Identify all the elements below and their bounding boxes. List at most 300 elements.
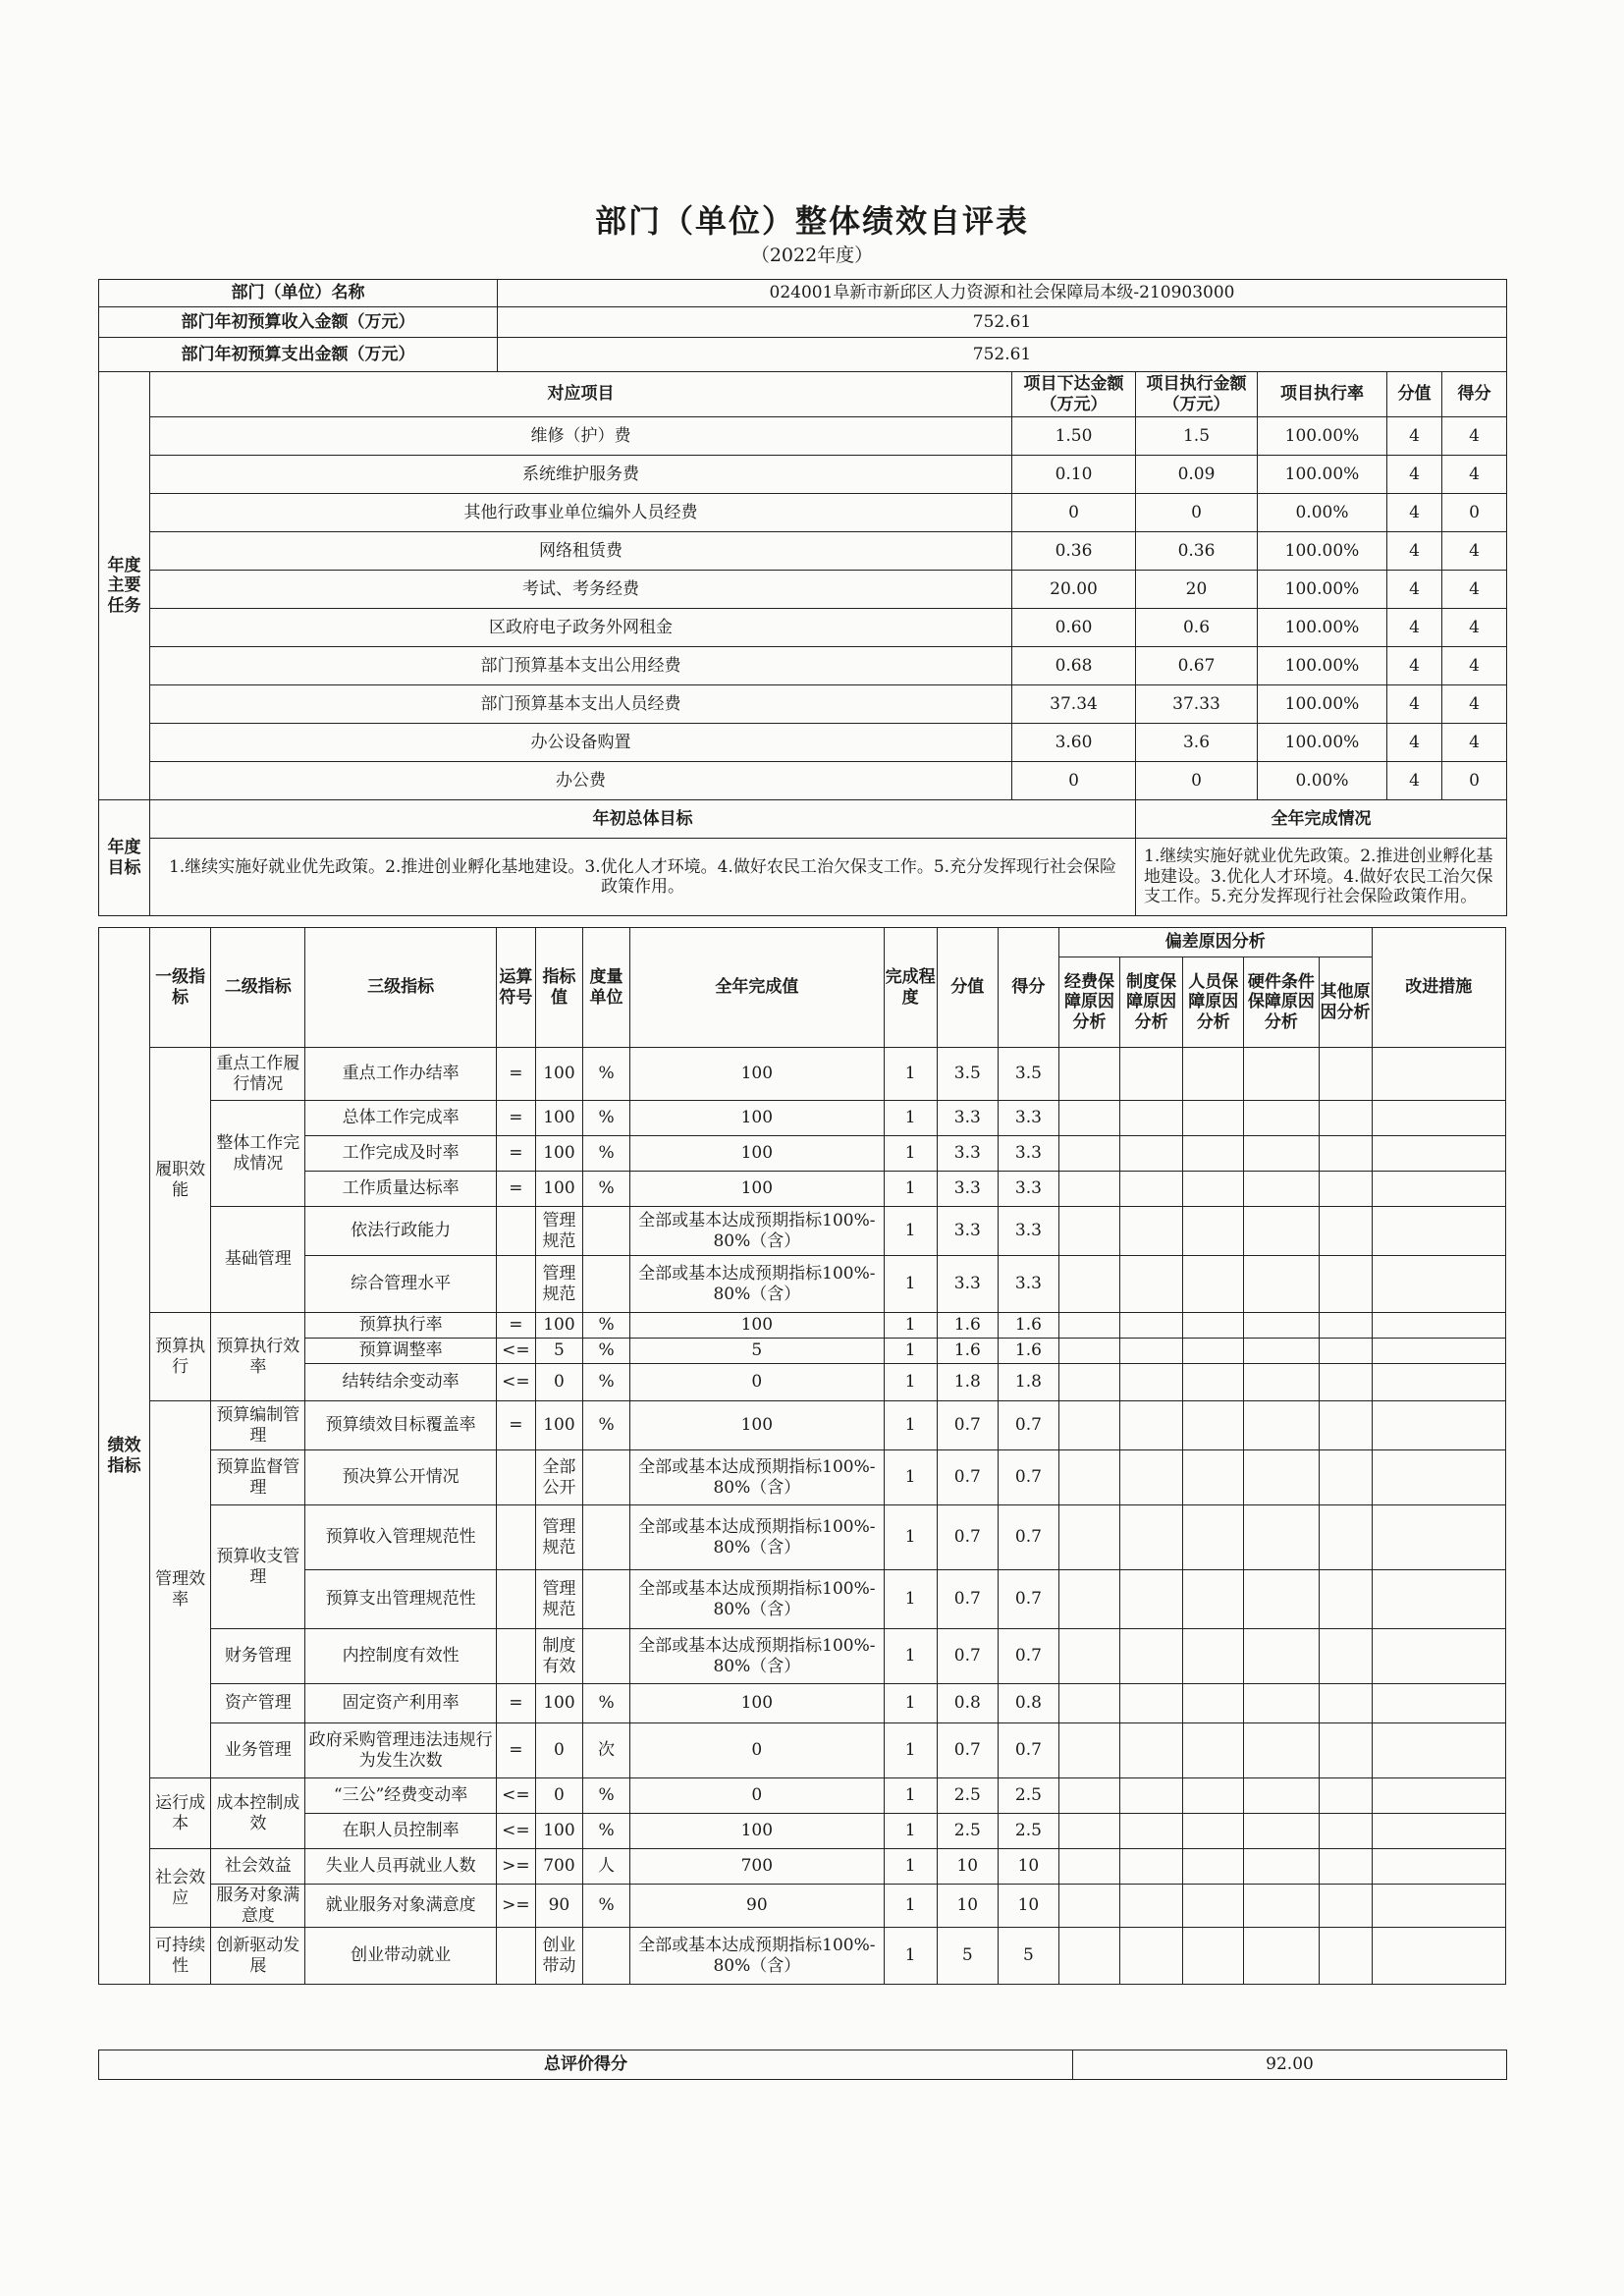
empty-analysis-cell <box>1319 1401 1372 1450</box>
empty-analysis-cell <box>1058 1450 1119 1505</box>
operator: = <box>496 1723 535 1778</box>
task-score: 4 <box>1387 494 1442 532</box>
col-budget-header: 项目下达金额（万元） <box>1012 372 1136 417</box>
task-got: 4 <box>1442 456 1507 494</box>
indicator-got: 3.3 <box>998 1101 1058 1136</box>
operator <box>496 1450 535 1505</box>
completion-degree: 1 <box>884 1684 937 1723</box>
empty-analysis-cell <box>1058 1364 1119 1401</box>
income-value: 752.61 <box>498 307 1507 338</box>
measure-unit: % <box>582 1401 629 1450</box>
task-exec: 0 <box>1136 762 1258 800</box>
level3-indicator: 内控制度有效性 <box>305 1629 496 1684</box>
indicator-got: 0.7 <box>998 1401 1058 1450</box>
empty-analysis-cell <box>1244 1207 1319 1256</box>
goals-header-row <box>99 800 1507 839</box>
level1-indicator: 管理效率 <box>150 1401 211 1778</box>
tasks-header-row <box>99 372 1507 417</box>
operator <box>496 1505 535 1570</box>
indicators-table <box>98 927 1506 1985</box>
empty-analysis-cell <box>1372 1101 1505 1136</box>
indicator-score: 2.5 <box>937 1814 998 1849</box>
empty-analysis-cell <box>1319 1629 1372 1684</box>
level1-indicator: 运行成本 <box>150 1778 211 1849</box>
empty-analysis-cell <box>1372 1339 1505 1364</box>
indicator-got: 3.3 <box>998 1172 1058 1207</box>
empty-analysis-cell <box>1183 1814 1244 1849</box>
operator <box>496 1570 535 1629</box>
level3-indicator: 在职人员控制率 <box>305 1814 496 1849</box>
level3-indicator: 总体工作完成率 <box>305 1101 496 1136</box>
indicator-row <box>99 1101 1506 1136</box>
empty-analysis-cell <box>1058 1048 1119 1101</box>
col-exec-header: 项目执行金额（万元） <box>1136 372 1258 417</box>
empty-analysis-cell <box>1183 1256 1244 1313</box>
empty-analysis-cell <box>1120 1256 1183 1313</box>
goals-section-label: 年度目标 <box>99 800 150 916</box>
level3-indicator: 重点工作办结率 <box>305 1048 496 1101</box>
empty-analysis-cell <box>1058 1136 1119 1172</box>
task-item: 考试、考务经费 <box>150 571 1012 609</box>
empty-analysis-cell <box>1120 1885 1183 1928</box>
empty-analysis-cell <box>1058 1570 1119 1629</box>
actual-value: 全部或基本达成预期指标100%-80%（含） <box>630 1450 885 1505</box>
actual-value: 全部或基本达成预期指标100%-80%（含） <box>630 1505 885 1570</box>
indicator-row <box>99 1505 1506 1570</box>
empty-analysis-cell <box>1244 1313 1319 1339</box>
empty-analysis-cell <box>1058 1885 1119 1928</box>
level2-indicator: 社会效益 <box>211 1849 305 1885</box>
measure-unit <box>582 1256 629 1313</box>
empty-analysis-cell <box>1120 1505 1183 1570</box>
empty-analysis-cell <box>1372 1885 1505 1928</box>
indicator-got: 1.8 <box>998 1364 1058 1401</box>
indicator-score: 2.5 <box>937 1778 998 1814</box>
completion-degree: 1 <box>884 1401 937 1450</box>
empty-analysis-cell <box>1183 1629 1244 1684</box>
empty-analysis-cell <box>1058 1172 1119 1207</box>
actual-value: 全部或基本达成预期指标100%-80%（含） <box>630 1570 885 1629</box>
operator: = <box>496 1313 535 1339</box>
empty-analysis-cell <box>1183 1048 1244 1101</box>
task-score: 4 <box>1387 762 1442 800</box>
actual-value: 5 <box>630 1339 885 1364</box>
task-budget: 0.68 <box>1012 647 1136 685</box>
measure-unit: % <box>582 1339 629 1364</box>
empty-analysis-cell <box>1120 1172 1183 1207</box>
indicator-row <box>99 1364 1506 1401</box>
completion-degree: 1 <box>884 1256 937 1313</box>
task-exec: 0.36 <box>1136 532 1258 571</box>
empty-analysis-cell <box>1120 1723 1183 1778</box>
indicator-row <box>99 1450 1506 1505</box>
empty-analysis-cell <box>1058 1505 1119 1570</box>
measure-unit: % <box>582 1684 629 1723</box>
empty-analysis-cell <box>1244 1401 1319 1450</box>
empty-analysis-cell <box>1244 1885 1319 1928</box>
indicator-row <box>99 1629 1506 1684</box>
empty-analysis-cell <box>1372 1778 1505 1814</box>
indicator-score: 10 <box>937 1849 998 1885</box>
level3-indicator: 创业带动就业 <box>305 1928 496 1985</box>
operator: = <box>496 1684 535 1723</box>
task-rate: 100.00% <box>1258 685 1387 724</box>
empty-analysis-cell <box>1244 1136 1319 1172</box>
header-dev4: 硬件条件保障原因分析 <box>1244 957 1319 1048</box>
level2-indicator: 成本控制成效 <box>211 1778 305 1849</box>
completion-degree: 1 <box>884 1723 937 1778</box>
empty-analysis-cell <box>1244 1723 1319 1778</box>
indicator-score: 0.7 <box>937 1505 998 1570</box>
target-value: 100 <box>535 1172 582 1207</box>
empty-analysis-cell <box>1319 1450 1372 1505</box>
completion-degree: 1 <box>884 1313 937 1339</box>
target-value: 管理规范 <box>535 1256 582 1313</box>
operator <box>496 1928 535 1985</box>
indicator-score: 0.7 <box>937 1570 998 1629</box>
empty-analysis-cell <box>1120 1048 1183 1101</box>
task-row <box>99 417 1507 456</box>
actual-value: 0 <box>630 1778 885 1814</box>
indicators-header-row <box>99 928 1506 957</box>
indicator-got: 3.5 <box>998 1048 1058 1101</box>
completion-degree: 1 <box>884 1928 937 1985</box>
actual-value: 100 <box>630 1684 885 1723</box>
target-value: 创业带动 <box>535 1928 582 1985</box>
empty-analysis-cell <box>1120 1684 1183 1723</box>
actual-value: 100 <box>630 1172 885 1207</box>
measure-unit: % <box>582 1101 629 1136</box>
target-value: 5 <box>535 1339 582 1364</box>
empty-analysis-cell <box>1319 1849 1372 1885</box>
expense-label: 部门年初预算支出金额（万元） <box>99 338 498 372</box>
target-value: 0 <box>535 1364 582 1401</box>
col-score-header: 分值 <box>1387 372 1442 417</box>
task-rate: 100.00% <box>1258 532 1387 571</box>
task-row <box>99 724 1507 762</box>
empty-analysis-cell <box>1058 1339 1119 1364</box>
empty-analysis-cell <box>1120 1814 1183 1849</box>
indicator-row <box>99 1814 1506 1849</box>
task-item: 办公设备购置 <box>150 724 1012 762</box>
level2-indicator: 预算收支管理 <box>211 1505 305 1629</box>
empty-analysis-cell <box>1319 1570 1372 1629</box>
measure-unit: % <box>582 1136 629 1172</box>
goals-complete-text: 1.继续实施好就业优先政策。2.推进创业孵化基地建设。3.优化人才环境。4.做好农民工治欠保支工作。5.充分发挥现行社会保险政策作用。 <box>1136 839 1507 916</box>
measure-unit: % <box>582 1313 629 1339</box>
task-rate: 0.00% <box>1258 494 1387 532</box>
empty-analysis-cell <box>1120 1401 1183 1450</box>
tasks-section-label: 年度主要任务 <box>99 372 150 800</box>
header-unit: 度量单位 <box>582 928 629 1048</box>
level3-indicator: “三公”经费变动率 <box>305 1778 496 1814</box>
completion-degree: 1 <box>884 1450 937 1505</box>
actual-value: 全部或基本达成预期指标100%-80%（含） <box>630 1629 885 1684</box>
empty-analysis-cell <box>1372 1313 1505 1339</box>
operator: = <box>496 1401 535 1450</box>
target-value: 100 <box>535 1313 582 1339</box>
level2-indicator: 重点工作履行情况 <box>211 1048 305 1101</box>
empty-analysis-cell <box>1183 1450 1244 1505</box>
indicator-score: 0.8 <box>937 1684 998 1723</box>
completion-degree: 1 <box>884 1505 937 1570</box>
task-row <box>99 685 1507 724</box>
indicator-score: 3.5 <box>937 1048 998 1101</box>
target-value: 制度有效 <box>535 1629 582 1684</box>
empty-analysis-cell <box>1183 1505 1244 1570</box>
level3-indicator: 政府采购管理违法违规行为发生次数 <box>305 1723 496 1778</box>
operator: >= <box>496 1849 535 1885</box>
level3-indicator: 依法行政能力 <box>305 1207 496 1256</box>
goals-initial-header: 年初总体目标 <box>150 800 1136 839</box>
measure-unit <box>582 1928 629 1985</box>
empty-analysis-cell <box>1183 1570 1244 1629</box>
empty-analysis-cell <box>1244 1684 1319 1723</box>
col-rate-header: 项目执行率 <box>1258 372 1387 417</box>
actual-value: 全部或基本达成预期指标100%-80%（含） <box>630 1207 885 1256</box>
measure-unit <box>582 1570 629 1629</box>
level2-indicator: 预算监督管理 <box>211 1450 305 1505</box>
actual-value: 0 <box>630 1364 885 1401</box>
indicator-got: 2.5 <box>998 1778 1058 1814</box>
indicator-row <box>99 1172 1506 1207</box>
completion-degree: 1 <box>884 1048 937 1101</box>
header-dev1: 经费保障原因分析 <box>1058 957 1119 1048</box>
completion-degree: 1 <box>884 1885 937 1928</box>
indicator-row <box>99 1313 1506 1339</box>
task-item: 系统维护服务费 <box>150 456 1012 494</box>
level1-indicator: 预算执行 <box>150 1313 211 1401</box>
target-value: 管理规范 <box>535 1570 582 1629</box>
task-row <box>99 456 1507 494</box>
empty-analysis-cell <box>1372 1048 1505 1101</box>
level3-indicator: 工作完成及时率 <box>305 1136 496 1172</box>
task-exec: 0.09 <box>1136 456 1258 494</box>
empty-analysis-cell <box>1120 1339 1183 1364</box>
empty-analysis-cell <box>1244 1256 1319 1313</box>
empty-analysis-cell <box>1183 1401 1244 1450</box>
indicator-score: 3.3 <box>937 1101 998 1136</box>
task-row <box>99 571 1507 609</box>
empty-analysis-cell <box>1319 1885 1372 1928</box>
col-item-header: 对应项目 <box>150 372 1012 417</box>
indicator-score: 1.6 <box>937 1313 998 1339</box>
completion-degree: 1 <box>884 1339 937 1364</box>
actual-value: 100 <box>630 1101 885 1136</box>
header-l3: 三级指标 <box>305 928 496 1048</box>
indicators-section-label: 绩效指标 <box>99 928 150 1985</box>
header-dev5: 其他原因分析 <box>1319 957 1372 1048</box>
task-got: 4 <box>1442 609 1507 647</box>
task-score: 4 <box>1387 685 1442 724</box>
operator: = <box>496 1172 535 1207</box>
task-score: 4 <box>1387 456 1442 494</box>
indicator-row <box>99 1136 1506 1172</box>
empty-analysis-cell <box>1372 1136 1505 1172</box>
indicator-score: 0.7 <box>937 1723 998 1778</box>
empty-analysis-cell <box>1244 1928 1319 1985</box>
level3-indicator: 工作质量达标率 <box>305 1172 496 1207</box>
task-rate: 0.00% <box>1258 762 1387 800</box>
empty-analysis-cell <box>1244 1339 1319 1364</box>
indicator-score: 0.7 <box>937 1401 998 1450</box>
completion-degree: 1 <box>884 1778 937 1814</box>
empty-analysis-cell <box>1372 1629 1505 1684</box>
empty-analysis-cell <box>1183 1849 1244 1885</box>
task-rate: 100.00% <box>1258 456 1387 494</box>
header-l1: 一级指标 <box>150 928 211 1048</box>
task-score: 4 <box>1387 417 1442 456</box>
income-label: 部门年初预算收入金额（万元） <box>99 307 498 338</box>
empty-analysis-cell <box>1183 1364 1244 1401</box>
header-got: 得分 <box>998 928 1058 1048</box>
task-item: 维修（护）费 <box>150 417 1012 456</box>
indicator-got: 5 <box>998 1928 1058 1985</box>
measure-unit: % <box>582 1778 629 1814</box>
operator: <= <box>496 1778 535 1814</box>
level3-indicator: 预算执行率 <box>305 1313 496 1339</box>
task-item: 部门预算基本支出人员经费 <box>150 685 1012 724</box>
measure-unit <box>582 1629 629 1684</box>
operator: = <box>496 1136 535 1172</box>
task-budget: 20.00 <box>1012 571 1136 609</box>
task-score: 4 <box>1387 571 1442 609</box>
empty-analysis-cell <box>1319 1778 1372 1814</box>
task-got: 4 <box>1442 685 1507 724</box>
indicator-row <box>99 1207 1506 1256</box>
completion-degree: 1 <box>884 1101 937 1136</box>
indicator-row <box>99 1849 1506 1885</box>
empty-analysis-cell <box>1244 1849 1319 1885</box>
completion-degree: 1 <box>884 1207 937 1256</box>
empty-analysis-cell <box>1372 1364 1505 1401</box>
task-got: 0 <box>1442 494 1507 532</box>
level3-indicator: 预算绩效目标覆盖率 <box>305 1401 496 1450</box>
empty-analysis-cell <box>1058 1313 1119 1339</box>
indicator-score: 3.3 <box>937 1172 998 1207</box>
empty-analysis-cell <box>1319 1313 1372 1339</box>
indicator-got: 0.7 <box>998 1629 1058 1684</box>
indicator-score: 1.8 <box>937 1364 998 1401</box>
total-table <box>98 2050 1507 2080</box>
unit-name-value: 024001阜新市新邱区人力资源和社会保障局本级-210903000 <box>498 280 1507 307</box>
actual-value: 100 <box>630 1313 885 1339</box>
empty-analysis-cell <box>1372 1684 1505 1723</box>
operator: = <box>496 1101 535 1136</box>
measure-unit: 人 <box>582 1849 629 1885</box>
actual-value: 90 <box>630 1885 885 1928</box>
task-budget: 1.50 <box>1012 417 1136 456</box>
task-budget: 0.36 <box>1012 532 1136 571</box>
task-exec: 0.67 <box>1136 647 1258 685</box>
header-dev3: 人员保障原因分析 <box>1183 957 1244 1048</box>
empty-analysis-cell <box>1372 1207 1505 1256</box>
operator: <= <box>496 1339 535 1364</box>
page-title: 部门（单位）整体绩效自评表 <box>594 202 1029 240</box>
empty-analysis-cell <box>1319 1364 1372 1401</box>
empty-analysis-cell <box>1372 1723 1505 1778</box>
task-got: 4 <box>1442 724 1507 762</box>
level2-indicator: 预算编制管理 <box>211 1401 305 1450</box>
header-deviation: 偏差原因分析 <box>1058 928 1372 957</box>
indicator-got: 10 <box>998 1885 1058 1928</box>
target-value: 100 <box>535 1814 582 1849</box>
level1-indicator: 社会效应 <box>150 1849 211 1928</box>
empty-analysis-cell <box>1244 1629 1319 1684</box>
task-exec: 20 <box>1136 571 1258 609</box>
level3-indicator: 固定资产利用率 <box>305 1684 496 1723</box>
empty-analysis-cell <box>1058 1401 1119 1450</box>
indicator-score: 10 <box>937 1885 998 1928</box>
total-value: 92.00 <box>1073 2050 1507 2080</box>
task-rate: 100.00% <box>1258 724 1387 762</box>
task-score: 4 <box>1387 724 1442 762</box>
header-actual: 全年完成值 <box>630 928 885 1048</box>
operator <box>496 1256 535 1313</box>
empty-analysis-cell <box>1319 1048 1372 1101</box>
page-subtitle: （2022年度） <box>750 245 874 266</box>
empty-analysis-cell <box>1244 1505 1319 1570</box>
empty-analysis-cell <box>1058 1928 1119 1985</box>
indicator-row <box>99 1256 1506 1313</box>
target-value: 100 <box>535 1684 582 1723</box>
empty-analysis-cell <box>1120 1778 1183 1814</box>
goals-text-row <box>99 839 1507 916</box>
level2-indicator: 创新驱动发展 <box>211 1928 305 1985</box>
measure-unit: % <box>582 1814 629 1849</box>
empty-analysis-cell <box>1319 1339 1372 1364</box>
level1-indicator: 履职效能 <box>150 1048 211 1313</box>
task-item: 办公费 <box>150 762 1012 800</box>
empty-analysis-cell <box>1120 1207 1183 1256</box>
empty-analysis-cell <box>1058 1101 1119 1136</box>
task-exec: 0 <box>1136 494 1258 532</box>
measure-unit <box>582 1450 629 1505</box>
indicator-row <box>99 1570 1506 1629</box>
level2-indicator: 财务管理 <box>211 1629 305 1684</box>
empty-analysis-cell <box>1372 1849 1505 1885</box>
measure-unit: % <box>582 1364 629 1401</box>
operator <box>496 1629 535 1684</box>
indicator-got: 3.3 <box>998 1207 1058 1256</box>
unit-name-label: 部门（单位）名称 <box>99 280 498 307</box>
task-budget: 37.34 <box>1012 685 1136 724</box>
indicator-row <box>99 1048 1506 1101</box>
indicator-got: 3.3 <box>998 1136 1058 1172</box>
indicator-row <box>99 1339 1506 1364</box>
empty-analysis-cell <box>1372 1401 1505 1450</box>
measure-unit: % <box>582 1048 629 1101</box>
measure-unit: 次 <box>582 1723 629 1778</box>
target-value: 100 <box>535 1101 582 1136</box>
task-score: 4 <box>1387 532 1442 571</box>
operator <box>496 1207 535 1256</box>
empty-analysis-cell <box>1319 1723 1372 1778</box>
indicator-score: 3.3 <box>937 1207 998 1256</box>
empty-analysis-cell <box>1244 1570 1319 1629</box>
completion-degree: 1 <box>884 1629 937 1684</box>
empty-analysis-cell <box>1319 1684 1372 1723</box>
empty-analysis-cell <box>1120 1928 1183 1985</box>
task-item: 其他行政事业单位编外人员经费 <box>150 494 1012 532</box>
level3-indicator: 综合管理水平 <box>305 1256 496 1313</box>
indicator-row <box>99 1401 1506 1450</box>
empty-analysis-cell <box>1319 1256 1372 1313</box>
measure-unit: % <box>582 1172 629 1207</box>
operator: <= <box>496 1814 535 1849</box>
indicator-got: 10 <box>998 1849 1058 1885</box>
empty-analysis-cell <box>1120 1313 1183 1339</box>
